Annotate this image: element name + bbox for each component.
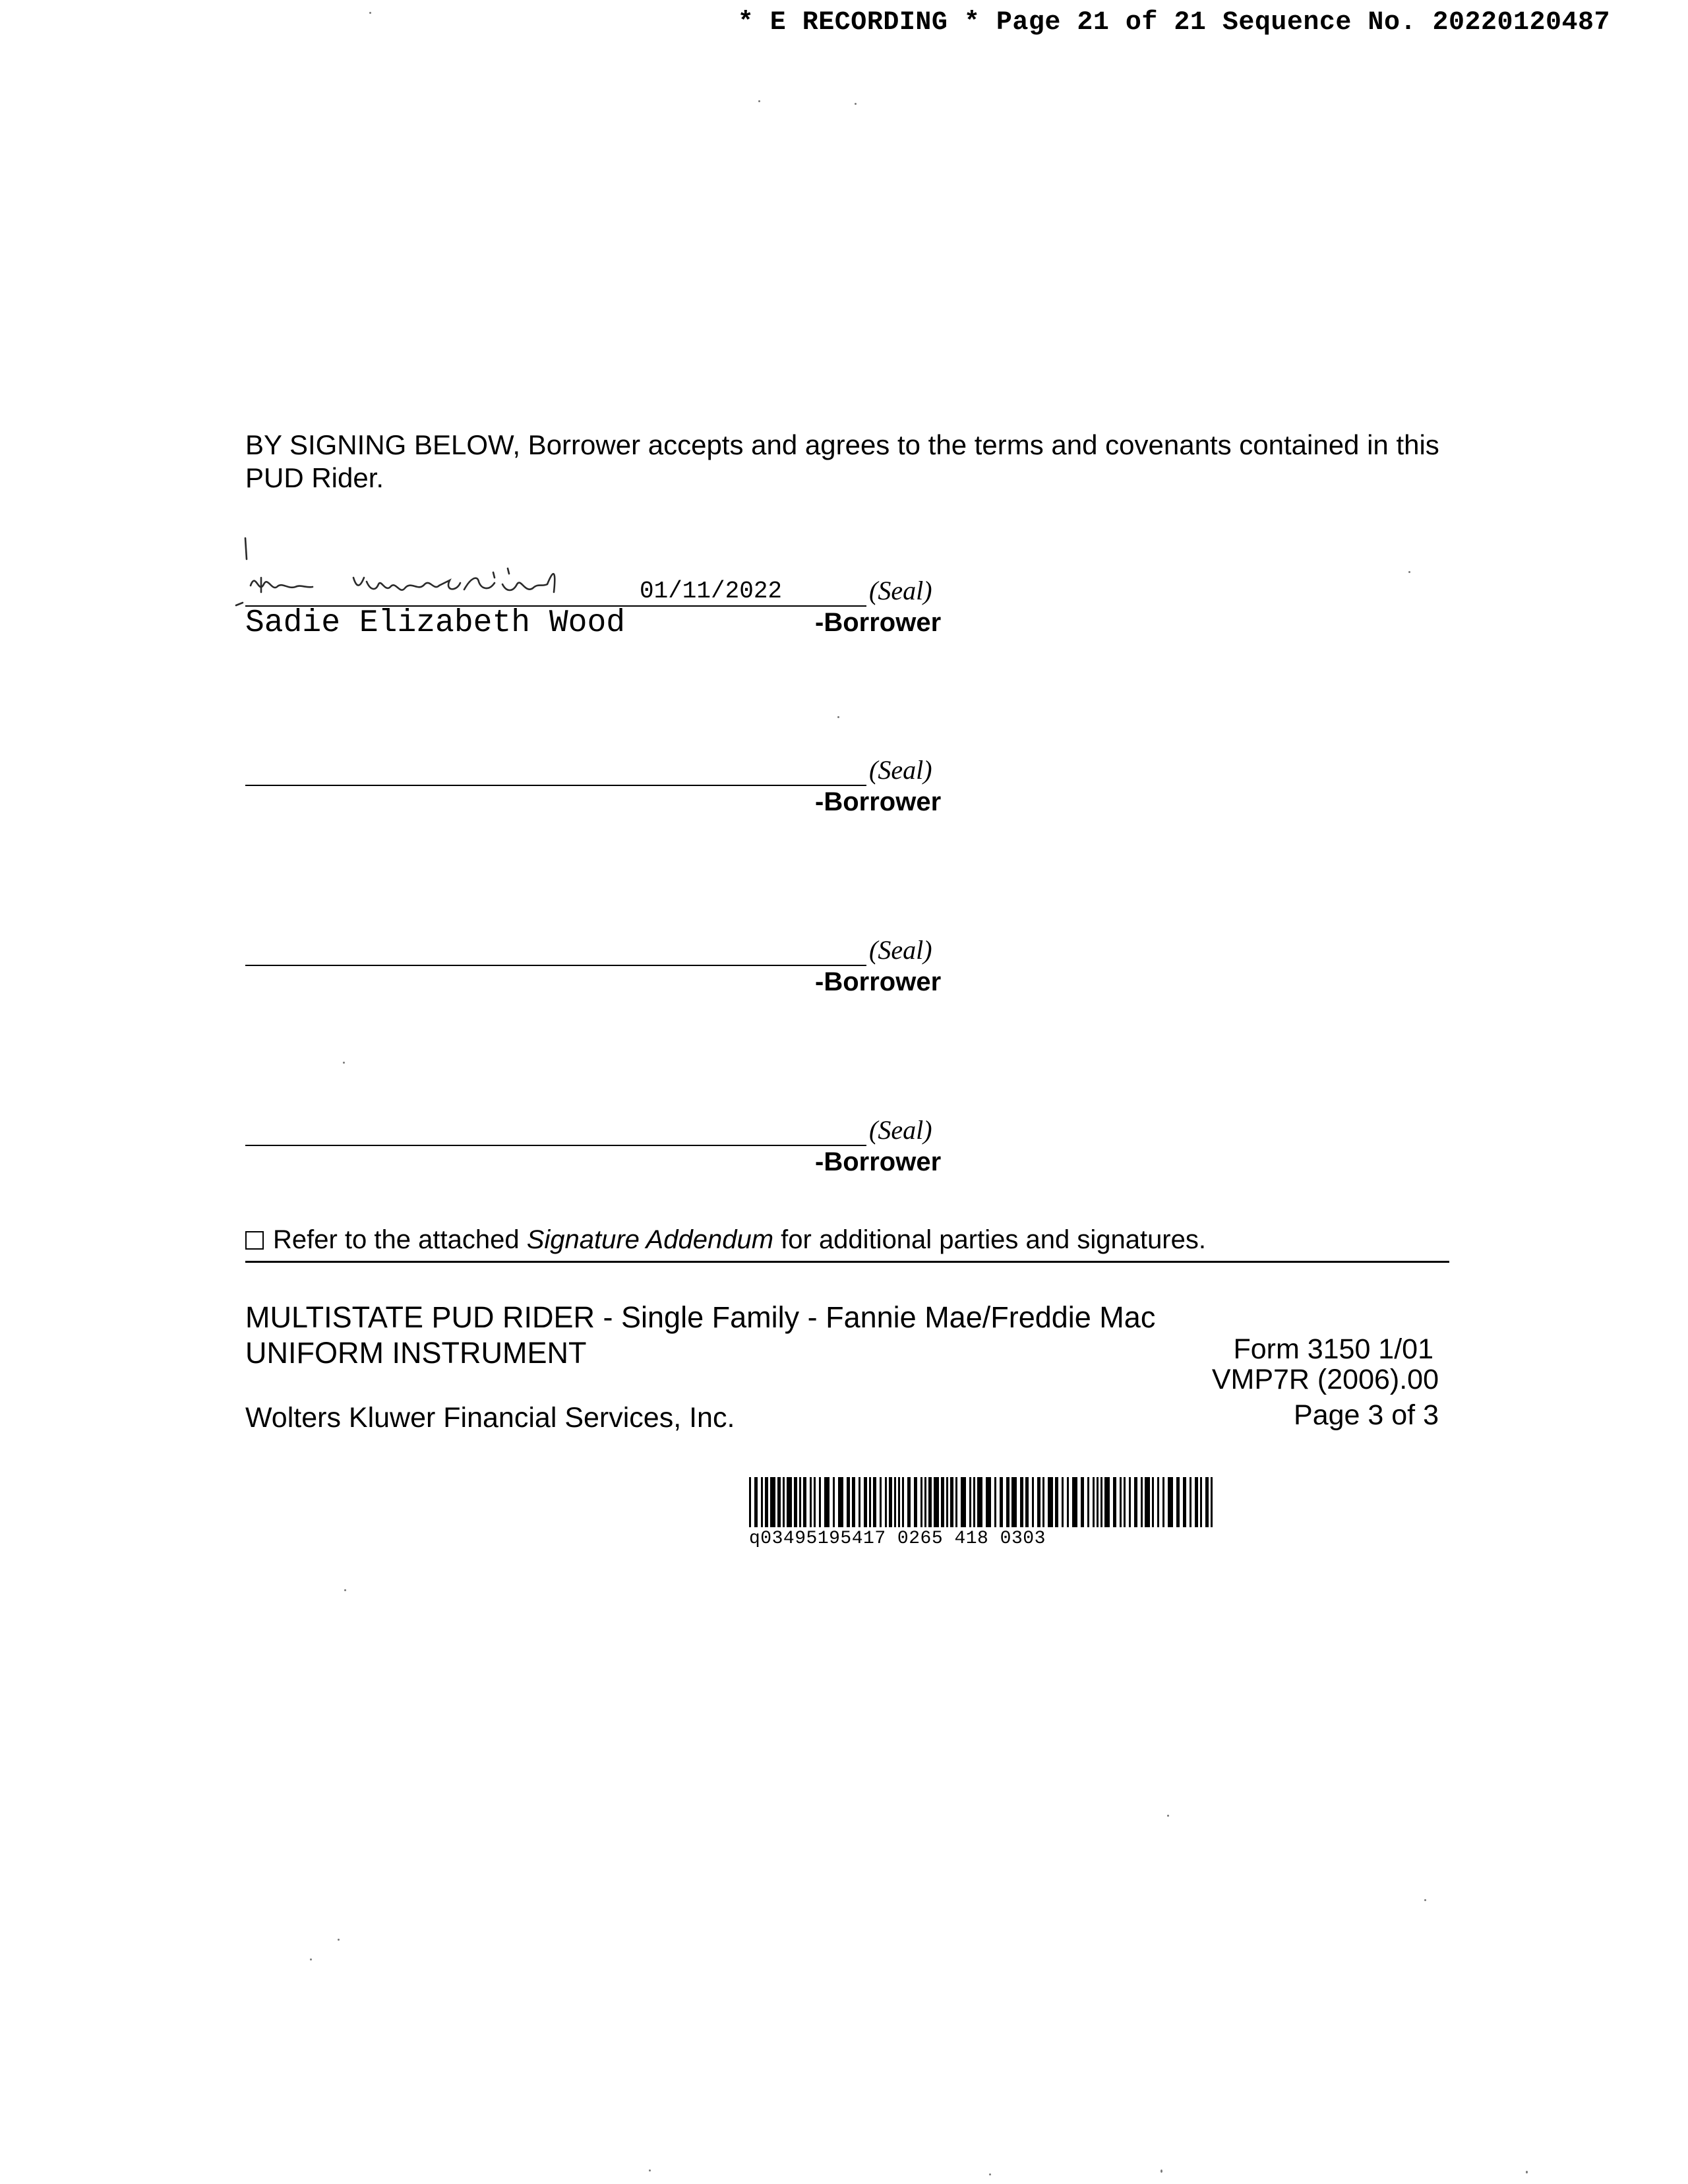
barcode-bar — [1097, 1477, 1099, 1527]
barcode-bar — [1067, 1477, 1069, 1527]
barcode-bar — [1062, 1477, 1064, 1527]
scan-speck — [649, 2169, 651, 2171]
publisher: Wolters Kluwer Financial Services, Inc. — [245, 1402, 735, 1434]
addendum-checkbox[interactable] — [245, 1231, 264, 1250]
barcode-bar — [961, 1477, 966, 1527]
signature-line-4 — [245, 1145, 866, 1146]
barcode-bar — [838, 1477, 843, 1527]
barcode-bar — [1200, 1477, 1202, 1527]
scan-speck — [989, 2173, 991, 2175]
barcode-bar — [1195, 1477, 1198, 1527]
borrower-label-3: -Borrower — [815, 967, 942, 996]
barcode-bar — [880, 1477, 882, 1527]
barcode-bar — [1032, 1477, 1034, 1527]
barcode-bar — [902, 1477, 904, 1527]
barcode-bar — [920, 1477, 922, 1527]
barcode-bar — [1011, 1477, 1017, 1527]
barcode-bar — [1120, 1477, 1122, 1527]
scan-speck — [344, 1589, 346, 1591]
seal-label-2: (Seal) — [869, 755, 932, 785]
seal-label-4: (Seal) — [869, 1115, 932, 1145]
barcode-bar — [749, 1477, 751, 1527]
signature-line-2 — [245, 785, 866, 786]
barcode-bar — [1025, 1477, 1029, 1527]
scan-speck — [310, 1958, 312, 1960]
signature-line-3 — [245, 965, 866, 966]
scan-speck — [1526, 2171, 1528, 2173]
form-subtitle: UNIFORM INSTRUMENT — [245, 1336, 587, 1370]
barcode-bar — [1100, 1477, 1102, 1527]
barcode-bar — [1152, 1477, 1154, 1527]
scan-speck — [1167, 1815, 1169, 1817]
addendum-emphasis: Signature Addendum — [526, 1225, 774, 1254]
barcode-bar — [799, 1477, 801, 1527]
barcode — [749, 1477, 1217, 1527]
barcode-bar — [1124, 1477, 1126, 1527]
barcode-number: q03495195417 0265 418 0303 — [749, 1529, 1046, 1549]
barcode-bar — [1048, 1477, 1053, 1527]
form-title: MULTISTATE PUD RIDER - Single Family - Fannie Mae/Freddie Mac — [245, 1300, 1156, 1334]
barcode-bar — [1000, 1477, 1003, 1527]
barcode-bar — [986, 1477, 991, 1527]
signer-name: Sadie Elizabeth Wood — [245, 605, 626, 641]
barcode-bar — [994, 1477, 996, 1527]
barcode-bar — [950, 1477, 953, 1527]
scan-speck — [338, 1939, 340, 1941]
barcode-bar — [1176, 1477, 1180, 1527]
scan-speck — [855, 103, 857, 105]
barcode-bar — [1157, 1477, 1159, 1527]
barcode-bar — [873, 1477, 876, 1527]
barcode-bar — [810, 1477, 812, 1527]
barcode-bar — [1087, 1477, 1089, 1527]
recording-header: * E RECORDING * Page 21 of 21 Sequence No. 20220120487 — [737, 8, 1610, 38]
barcode-bar — [787, 1477, 792, 1527]
barcode-bar — [794, 1477, 797, 1527]
barcode-bar — [955, 1477, 957, 1527]
barcode-bar — [914, 1477, 917, 1527]
acceptance-statement: BY SIGNING BELOW, Borrower accepts and agrees to the terms and covenants contained in this PUD Rider. — [245, 429, 1439, 493]
barcode-bar — [907, 1477, 911, 1527]
barcode-bar — [934, 1477, 939, 1527]
barcode-bar — [852, 1477, 855, 1527]
scan-speck — [369, 12, 371, 14]
barcode-bar — [761, 1477, 763, 1527]
vmp-code: VMP7R (2006).00 — [1211, 1364, 1439, 1395]
barcode-bar — [1190, 1477, 1191, 1527]
barcode-bar — [969, 1477, 971, 1527]
barcode-bar — [1145, 1477, 1150, 1527]
signature-addendum-note — [245, 1225, 1206, 1255]
barcode-bar — [1113, 1477, 1116, 1527]
barcode-bar — [765, 1477, 768, 1527]
barcode-bar — [1055, 1477, 1058, 1527]
seal-label-1: (Seal) — [869, 576, 932, 605]
barcode-bar — [941, 1477, 944, 1527]
barcode-bar — [977, 1477, 982, 1527]
barcode-bar — [869, 1477, 871, 1527]
barcode-bar — [1037, 1477, 1040, 1527]
barcode-bar — [783, 1477, 785, 1527]
barcode-bar — [889, 1477, 892, 1527]
scan-speck — [1408, 571, 1410, 573]
barcode-bar — [1205, 1477, 1209, 1527]
scan-speck — [758, 100, 760, 102]
barcode-bar — [1162, 1477, 1164, 1527]
seal-label-3: (Seal) — [869, 935, 932, 965]
barcode-bar — [1081, 1477, 1084, 1527]
barcode-bar — [819, 1477, 821, 1527]
barcode-bar — [928, 1477, 932, 1527]
barcode-bar — [833, 1477, 835, 1527]
barcode-bar — [859, 1477, 860, 1527]
scan-speck — [1424, 1899, 1426, 1901]
signature-date: 01/11/2022 — [640, 578, 783, 605]
barcode-bar — [814, 1477, 816, 1527]
barcode-bar — [803, 1477, 806, 1527]
barcode-bar — [898, 1477, 900, 1527]
barcode-bar — [1006, 1477, 1010, 1527]
addendum-suffix: for additional parties and signatures. — [773, 1225, 1206, 1254]
borrower-label-4: -Borrower — [815, 1147, 942, 1176]
barcode-bar — [885, 1477, 887, 1527]
barcode-bar — [924, 1477, 926, 1527]
barcode-bar — [864, 1477, 867, 1527]
barcode-bar — [1020, 1477, 1023, 1527]
barcode-bar — [777, 1477, 781, 1527]
barcode-bar — [770, 1477, 775, 1527]
borrower-label-2: -Borrower — [815, 787, 942, 816]
barcode-bar — [1141, 1477, 1143, 1527]
barcode-bar — [973, 1477, 975, 1527]
barcode-bar — [894, 1477, 896, 1527]
scan-speck — [343, 1062, 345, 1064]
barcode-bar — [946, 1477, 948, 1527]
barcode-bar — [1072, 1477, 1077, 1527]
barcode-bar — [1134, 1477, 1137, 1527]
barcode-bar — [824, 1477, 829, 1527]
addendum-prefix: Refer to the attached — [273, 1225, 527, 1254]
handwritten-signature — [232, 531, 601, 609]
barcode-bar — [1129, 1477, 1131, 1527]
scan-speck — [837, 716, 839, 718]
barcode-bar — [1042, 1477, 1044, 1527]
barcode-bar — [1168, 1477, 1173, 1527]
barcode-bar — [1104, 1477, 1110, 1527]
borrower-label-1: -Borrower — [815, 608, 942, 637]
form-number: Form 3150 1/01 — [1233, 1333, 1433, 1365]
barcode-bar — [1183, 1477, 1186, 1527]
barcode-bar — [847, 1477, 850, 1527]
barcode-bar — [754, 1477, 758, 1527]
barcode-bar — [1211, 1477, 1213, 1527]
form-page-number: Page 3 of 3 — [1294, 1399, 1439, 1431]
footer-divider — [245, 1261, 1449, 1263]
scan-speck — [1160, 2169, 1162, 2173]
barcode-bar — [1093, 1477, 1095, 1527]
